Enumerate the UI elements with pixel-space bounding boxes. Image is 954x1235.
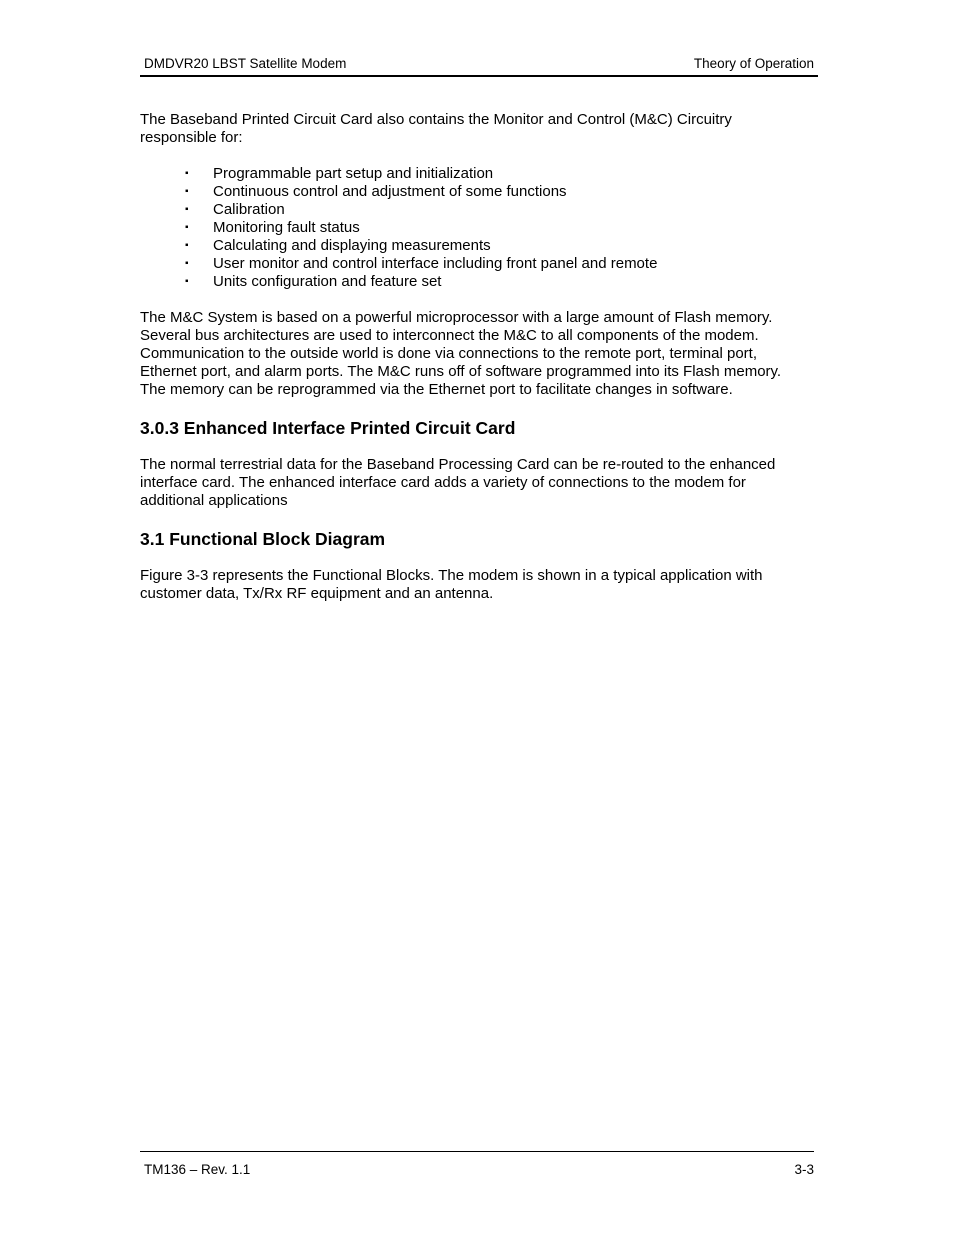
intro-paragraph-line: responsible for: [140,129,243,146]
bullet-icon: ▪ [185,258,189,269]
list-item [140,183,820,201]
list-item-text: Units configuration and feature set [213,273,442,290]
list-item [140,237,820,255]
paragraph-line: The M&C System is based on a powerful microprocessor with a large amount of Flash memory. [140,309,773,326]
list-item [140,255,820,273]
responsibilities-list [140,165,820,291]
list-item-text: Calculating and displaying measurements [213,237,491,254]
paragraph-line: Communication to the outside world is done via connections to the remote port, terminal port, [140,345,757,362]
paragraph-line: Figure 3-3 represents the Functional Blocks. The modem is shown in a typical application with [140,567,763,584]
list-item-text: Programmable part setup and initialization [213,165,494,182]
paragraph-line: The memory can be reprogrammed via the Ethernet port to facilitate changes in software. [140,381,733,398]
paragraph-line: additional applications [140,492,288,509]
bullet-icon: ▪ [185,240,189,251]
paragraph-line: interface card. The enhanced interface card adds a variety of connections to the modem for [140,474,746,491]
footer-revision: TM136 – Rev. 1.1 [144,1162,251,1177]
paragraph-line: customer data, Tx/Rx RF equipment and an antenna. [140,585,494,602]
list-item-text: Calibration [213,201,285,218]
header-document-title: DMDVR20 LBST Satellite Modem [144,56,347,71]
list-item [140,219,820,237]
page-content [140,111,820,603]
bullet-icon: ▪ [185,222,189,233]
list-item [140,201,820,219]
bullet-icon: ▪ [185,168,189,179]
section-heading-3-0-3: 3.0.3 Enhanced Interface Printed Circuit Card [140,418,516,438]
page-footer [140,1151,814,1177]
intro-paragraph-line: The Baseband Printed Circuit Card also contains the Monitor and Control (M&C) Circuitry [140,111,732,128]
bullet-icon: ▪ [185,204,189,215]
paragraph-line: The normal terrestrial data for the Baseband Processing Card can be re-routed to the enhanced [140,456,776,473]
list-item [140,273,820,291]
header-section-title: Theory of Operation [693,56,814,71]
section-heading-3-1: 3.1 Functional Block Diagram [140,529,386,549]
intro-paragraph [140,111,820,147]
list-item [140,165,820,183]
enhanced-interface-paragraph [140,456,820,510]
bullet-icon: ▪ [185,276,189,287]
mc-system-paragraph [140,309,820,399]
list-item-text: Monitoring fault status [213,219,360,236]
bullet-icon: ▪ [185,186,189,197]
list-item-text: Continuous control and adjustment of some functions [213,183,567,200]
page-number: 3-3 [794,1162,814,1177]
paragraph-line: Ethernet port, and alarm ports. The M&C runs off of software programmed into its Flash memory. [140,363,782,380]
page-header [140,55,818,77]
functional-block-paragraph [140,567,820,603]
list-item-text: User monitor and control interface including front panel and remote [213,255,658,272]
paragraph-line: Several bus architectures are used to interconnect the M&C to all components of the modem. [140,327,759,344]
